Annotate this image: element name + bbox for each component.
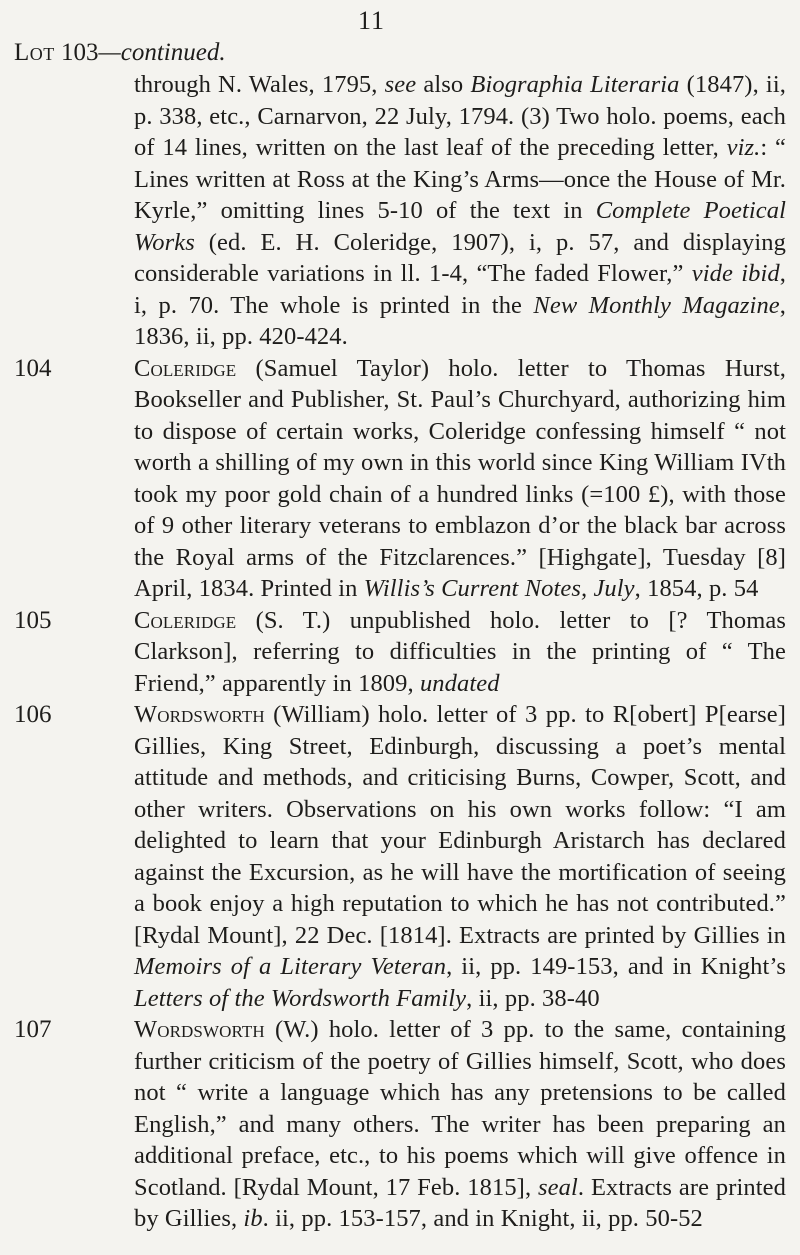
italic-text: Willis’s Current Notes, July [363,575,635,602]
italic-text: viz. [726,134,761,161]
italic-text: New Monthly Magazine [533,291,780,319]
lot-heading [14,38,226,68]
author-name: Coleridge [134,606,237,634]
text-run: , 1854, p. 54 [634,575,759,602]
text-run: (W.) holo. letter of 3 pp. to the same, containing further criticism of the poetry of Gillies himself, Scott, who does not “ write a language which has any pretensions to be called English,” and many others. The writer has been preparing an additional preface, etc., to his poems which will give offence in Scotland. [Rydal Mount, 17 Feb. 1815], [134,1016,786,1201]
text-run: (S. T.) unpublished holo. letter to [? Thomas Clarkson], referring to difficulties in the printing of “ The Friend,” apparently in 1809, [134,606,786,697]
lot-number: 105 [14,606,52,634]
italic-text: Letters of the Wordsworth Family [134,984,467,1012]
lot-description [134,69,786,353]
italic-text: see [384,71,417,98]
text-run: (1847), ii, p. 338, etc., Carnarvon, 22 July, 1794. (3) Two holo. poems, each of 14 lines, written on the last leaf of the preceding letter, [134,71,786,161]
text-run: through N. Wales, 1795, [134,71,385,98]
text-run: , i, p. 70. The whole is printed in the [134,260,786,319]
text-run: . ii, pp. 153-157, and in Knight, ii, pp. 50-52 [262,1205,703,1232]
lot-entry [14,1014,786,1235]
italic-text: undated [419,669,500,697]
text-run: , 1836, ii, pp. 420-424. [134,291,787,350]
lot-range: 103 [61,39,99,66]
italic-text: vide ibid [691,260,780,287]
author-name: Wordsworth [134,701,265,728]
lot-number: 104 [14,354,52,382]
text-run: (Samuel Taylor) holo. letter to Thomas Hurst, Bookseller and Publisher, St. Paul’s Churchyard, authorizing him to dispose of certain works, Coleridge confessing himself “ not worth a shilling of my own in this world since King William IVth took my poor gold chain of a hundred links (=100 £), with those of 9 other literary veterans to emblazon d’or the black bar across the Royal arms of the Fitzclarences.” [Highgate], Tuesday [8] April, 1834. Printed in [134,354,786,602]
lot-description [134,353,786,605]
lot-number: 107 [14,1016,52,1043]
lot-entries [14,69,786,1235]
text-run: : “ Lines written at Ross at the King’s Arms—once the House of Mr. Kyrle,” omitting lines 5-10 of the text in [134,134,786,224]
lot-description [134,699,786,1014]
lot-description [134,605,786,700]
italic-text: Complete Poetical Works [134,197,787,256]
lot-entry [14,605,786,700]
text-run: also [416,71,471,98]
lot-entry [14,699,786,1014]
author-name: Coleridge [134,354,237,382]
lot-entry [14,353,786,605]
text-run: , ii, pp. 38-40 [466,984,600,1012]
page-number: 11 [358,6,386,35]
italic-text: seal [538,1173,578,1201]
author-name: Wordsworth [134,1016,265,1043]
italic-text: ib [243,1205,263,1232]
text-run: (ed. E. H. Coleridge, 1907), i, p. 57, and displaying considerable variations in ll. 1-4, “The faded Flower,” [134,228,786,287]
lot-description [134,1014,786,1235]
italic-text: Biographia Literaria [470,71,680,98]
continued-label: —continued. [98,39,226,66]
text-run: . Extracts are printed by Gillies, [134,1173,786,1232]
italic-text: Memoirs of a Literary Veteran [134,953,447,980]
text-run: (William) holo. letter of 3 pp. to R[obert] P[earse] Gillies, King Street, Edinburgh, discussing a poet’s mental attitude and methods, and criticising Burns, Cowper, Scott, and other writers. Observations on his own works follow: “I am delighted to learn that your Edinburgh Aristarch has declared against the Excursion, as he will have the mortification of seeing a book enjoy a high reputation to which he has not contributed.” [Rydal Mount], 22 Dec. [1814]. Extracts are printed by Gillies in [134,701,786,949]
lot-label: Lot [14,39,55,66]
lot-entry [14,69,786,353]
text-run: , ii, pp. 149-153, and in Knight’s [446,953,786,980]
lot-number: 106 [14,701,52,728]
